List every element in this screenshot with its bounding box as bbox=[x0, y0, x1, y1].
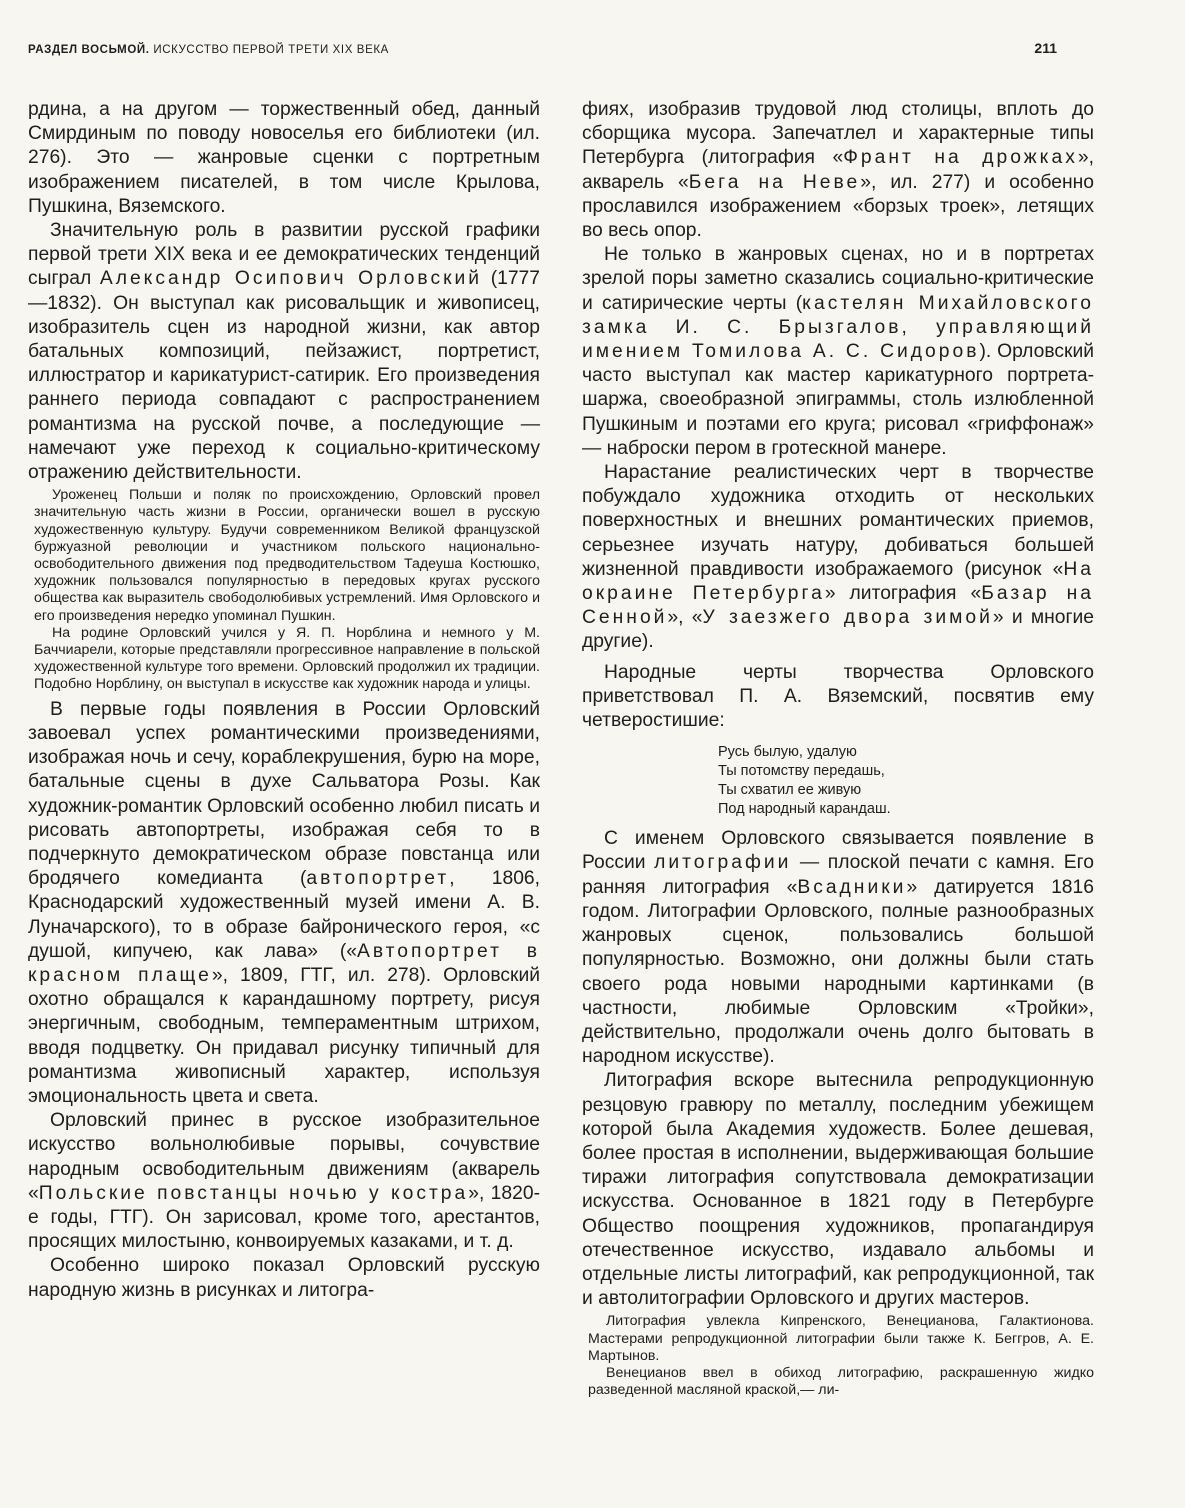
paragraph: Орловский принес в русское изобразительное искусство вольнолюбивые порывы, сочувствие народным освободительным движениям (акварель «Польские повстанцы ночью у костра», 1820-е годы, ГТГ). Он зарисовал, кроме того, арестантов, просящих милостыню, конвоируемых казаками, и т. д. bbox=[28, 1110, 540, 1253]
artwork-title: Автопортрет в красном плаще bbox=[28, 940, 540, 986]
paragraph: Значительную роль в развитии русской графики первой трети XIX века и ее демократических тенденций сыграл Александр Осипович Орловский (1777—1832). Он выступал как рисовальщик и живописец, изобразитель сцен из народной жизни, как автор батальных композиций, пейзажист, портретист, иллюстратор и карикатурист-сатирик. Его произведения раннего периода совпадают с распространением романтизма на русской почве, а последующие — намечают уже переход к социально-критическому отражению действительности. bbox=[28, 220, 541, 484]
term: литографии bbox=[654, 852, 792, 874]
section-label: РАЗДЕЛ ВОСЬМОЙ. bbox=[28, 44, 150, 56]
paragraph: Литография вскоре вытеснила репродукционную резцовую гравюру по металлу, последним убежищем которой была Академия художеств. Более дешевая, более простая в исполнении, выдерживающая большие тиражи литография сопутствовала демократизации искусства. Основанное в 1821 году в Петербурге Общество поощрения художников, пропагандируя отечественное искусство, издавало альбомы и отдельные листы литографий, как репродукционной, так и автолитографии Орловского и других мастеров. bbox=[582, 1070, 1094, 1310]
poem bbox=[718, 743, 1094, 819]
paragraph: С именем Орловского связывается появление в России литографии — плоской печати с камня. Его ранняя литография «Всадники» датируется 1816 годом. Литографии Орловского, полные разнообразных жанровых сценок, пользовались большой популярностью. Возможно, они должны были стать своего рода новыми народными картинками (в частности, любимые Орловским «Тройки», действительно, продолжали очень долго бытовать в народном искусстве). bbox=[582, 828, 1094, 1068]
paragraph: В первые годы появления в России Орловский завоевал успех романтическими произведениями, изображая ночь и сечу, кораблекрушения, бурю на море, батальные сцены в духе Сальватора Розы. Как художник-романтик Орловский особенно любил писать и рисовать автопортреты, изображая себя то в подчеркнуто демократическом образе повстанца или бродячего комедианта (автопортрет, 1806, Краснодарский художественный музей имени А. В. Луначарского), то в образе байронического героя, «с душой, кипучею, как лава» («Автопортрет в красном плаще», 1809, ГТГ, ил. 278). Орловский охотно обращался к карандашному портрету, рисуя энергичным, свободным, темпераментным штрихом, вводя подцветку. Он придавал рисунку типичный для романтизма живописный характер, используя эмоциональность цвета и света. bbox=[28, 698, 541, 1107]
page-number: 211 bbox=[1034, 40, 1057, 56]
paragraph: Не только в жанровых сценах, но и в портретах зрелой поры заметно сказались социально-критические и сатирические черты (кастелян Михайловского замка И. С. Брызгалов, управляющий имением Томилова А. С. Сидоров). Орловский часто выступал как мастер карикатурного портрета-шаржа, своеобразной эпиграммы, столь излюбленной Пушкиным и поэтами его круга; рисовал «гриффонаж» — наброски пером в гротескной манере. bbox=[582, 244, 1094, 459]
artwork-title: У заезжего двора зимой bbox=[702, 607, 993, 629]
chapter-title: ИСКУССТВО ПЕРВОЙ ТРЕТИ XIX ВЕКА bbox=[153, 44, 389, 56]
paragraph: фиях, изобразив трудовой люд столицы, вплоть до сборщика мусора. Запечатлел и характерные типы Петербурга (литография «Франт на дрожках», акварель «Бега на Неве», ил. 277) и особенно прославился изображением «борзых троек», летящих во весь опор. bbox=[582, 99, 1094, 242]
artwork-title: Бега на Неве bbox=[688, 171, 861, 193]
artwork-title: Всадники bbox=[797, 876, 907, 898]
artwork-title: На окраине Петербурга bbox=[582, 558, 1094, 605]
poem-line: Русь былую, удалую bbox=[718, 744, 857, 761]
artwork-title: автопортрет bbox=[306, 868, 450, 890]
small-print-note bbox=[582, 1313, 1094, 1399]
note-paragraph: Литография увлекла Кипренского, Венецианова, Галактионова. Мастерами репродукционной литографии были также К. Беггров, А. Е. Мартынов. bbox=[588, 1313, 1094, 1364]
note-paragraph: На родине Орловский учился у Я. П. Норблина и немного у М. Баччиарели, которые представляли прогрессивное направление в польской художественной культуре того времени. Орловский продолжил их традиции. Подобно Норблину, он выступал в искусстве как художник народа и улицы. bbox=[34, 624, 540, 693]
small-print-note bbox=[28, 487, 540, 693]
note-paragraph: Венецианов ввел в обиход литографию, раскрашенную жидко разведенной масляной краской,— ли- bbox=[588, 1364, 1094, 1399]
paragraph: Особенно широко показал Орловский русскую народную жизнь в рисунках и литогра- bbox=[28, 1255, 540, 1301]
artist-name: Александр Осипович Орловский bbox=[99, 268, 483, 290]
poem-line: Ты потомству передашь, bbox=[718, 763, 885, 780]
poem-line: Ты схватил ее живую bbox=[718, 782, 862, 799]
left-column bbox=[28, 98, 540, 1303]
paragraph: рдина, а на другом — торжественный обед, данный Смирдиным по поводу новоселья его библиотеки (ил. 276). Это — жанровые сценки с портретным изображением писателей, в том числе Крылова, Пушкина, Вяземского. bbox=[28, 99, 540, 217]
running-head bbox=[28, 44, 1068, 56]
paragraph: Нарастание реалистических черт в творчестве побуждало художника отходить от нескольких поверхностных и внешних романтических приемов, серьезнее изучать натуру, добиваться большей жизненной правдивости изображаемого (рисунок «На окраине Петербурга» литография «Базар на Сенной», «У заезжего двора зимой» и многие другие). bbox=[582, 462, 1094, 653]
paragraph: Народные черты творчества Орловского приветствовал П. А. Вяземский, посвятив ему четверостишие: bbox=[582, 661, 1094, 732]
poem-line: Под народный карандаш. bbox=[718, 801, 891, 818]
right-column bbox=[582, 98, 1094, 1403]
artwork-title: кастелян Михайловского замка И. С. Брызгалов, управляющий имением Томилова А. С. Сидоров bbox=[582, 292, 1094, 363]
artwork-title: Польские повстанцы ночью у костра bbox=[38, 1182, 469, 1204]
artwork-title: Базар на Сенной bbox=[582, 583, 1094, 629]
artwork-title: Франт на дрожках bbox=[843, 147, 1078, 169]
note-paragraph: Уроженец Польши и поляк по происхождению, Орловский провел значительную часть жизни в России, органически вошел в русскую художественную культуру. Будучи современником Великой французской буржуазной революции и участником польского национально-освободительного движения под предводительством Тадеуша Костюшко, художник пользовался популярностью в передовых кругах русского общества как выразитель свободолюбивых устремлений. Имя Орловского и его произведения нередко упоминал Пушкин. bbox=[34, 487, 540, 624]
